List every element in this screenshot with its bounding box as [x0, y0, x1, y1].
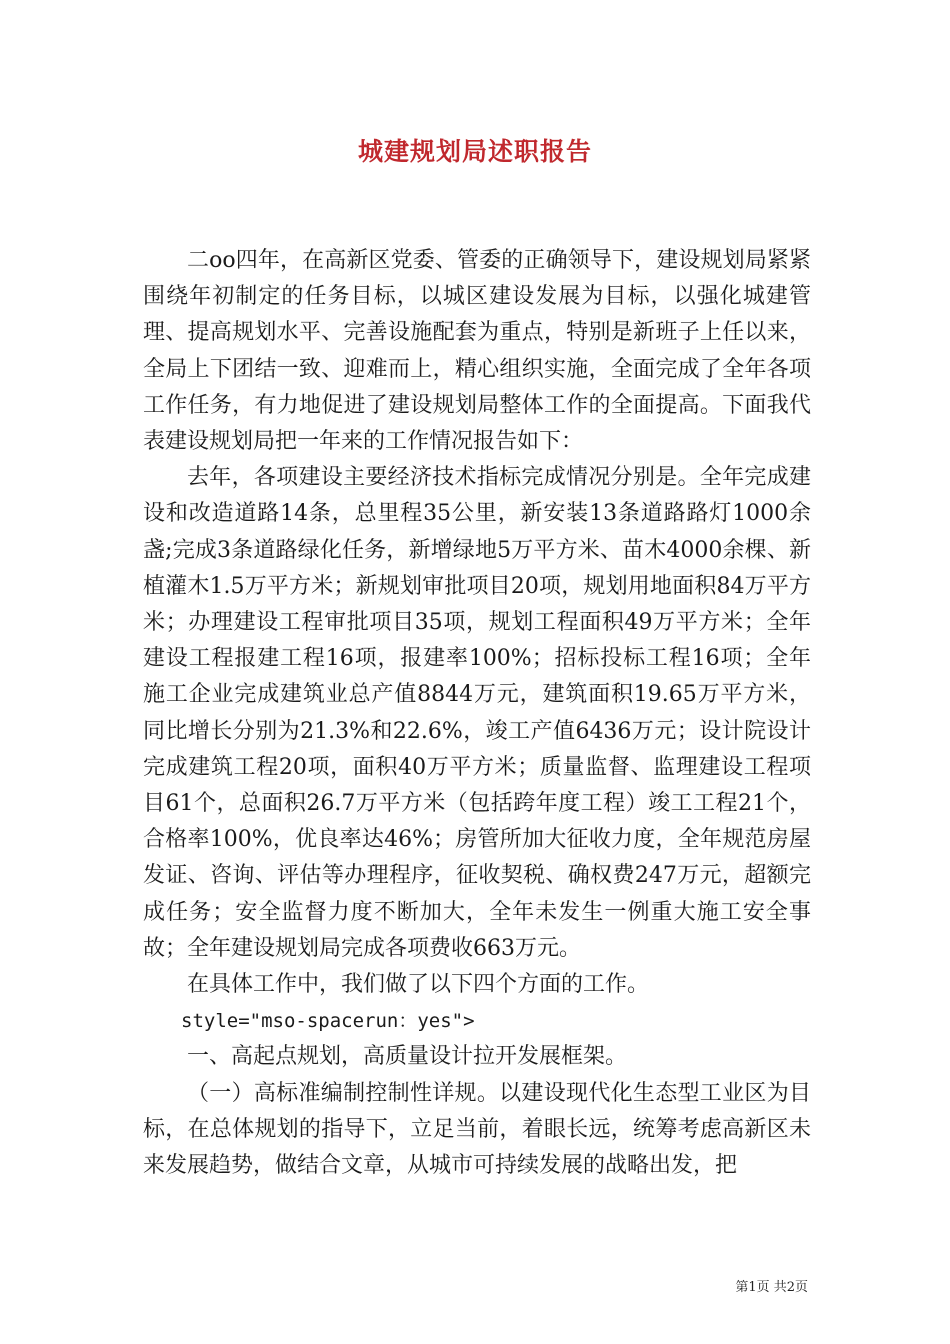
paragraph-style-artifact: style="mso-spacerun：yes"> [181, 1010, 475, 1033]
paragraph-intro: 二oo四年，在高新区党委、管委的正确领导下，建设规划局紧紧围绕年初制定的任务目标，以城区建设发展为目标，以强化城建管理、提高规划水平、完善设施配套为重点，特别是新班子上任以来，全局上下团结一致、迎难而上，精心组织实施，全面完成了全年各项工作任务，有力地促进了建设规划局整体工作的全面提高。下面我代表建设规划局把一年来的工作情况报告如下： [143, 248, 811, 455]
paragraph-indicators: 去年，各项建设主要经济技术指标完成情况分别是。全年完成建设和改造道路14条，总里程35公里，新安装13条道路路灯1000余盏;完成3条道路绿化任务，新增绿地5万平方米、苗木4000余棵、新植灌木1.5万平方米；新规划审批项目20项，规划用地面积84万平方米；办理建设工程审批项目35项，规划工程面积49万平方米；全年建设工程报建工程16项，报建率100%；招标投标工程16项；全年施工企业完成建筑业总产值8844万元，建筑面积19.65万平方米，同比增长分别为21.3%和22.6%，竣工产值6436万元；设计院设计完成建筑工程20项，面积40万平方米；质量监督、监理建设工程项目61个，总面积26.7万平方米（包括跨年度工程）竣工工程21个，合格率100%，优良率达46%；房管所加大征收力度，全年规范房屋发证、咨询、评估等办理程序，征收契税、确权费247万元，超额完成任务；安全监督力度不断加大，全年未发生一例重大施工安全事故；全年建设规划局完成各项费收663万元。 [143, 465, 811, 961]
section-heading-one: 一、高起点规划，高质量设计拉开发展框架。 [187, 1044, 628, 1070]
page-number: 第1页 共2页 [735, 1280, 808, 1295]
paragraph-four-aspects: 在具体工作中，我们做了以下四个方面的工作。 [187, 972, 650, 998]
paragraph-subsection-one: （一）高标准编制控制性详规。以建设现代化生态型工业区为目标，在总体规划的指导下，立足当前，着眼长远，统筹考虑高新区未来发展趋势，做结合文章，从城市可持续发展的战略出发，把 [143, 1080, 811, 1179]
document-body [143, 243, 811, 1184]
document-title: 城建规划局述职报告 [357, 137, 592, 166]
